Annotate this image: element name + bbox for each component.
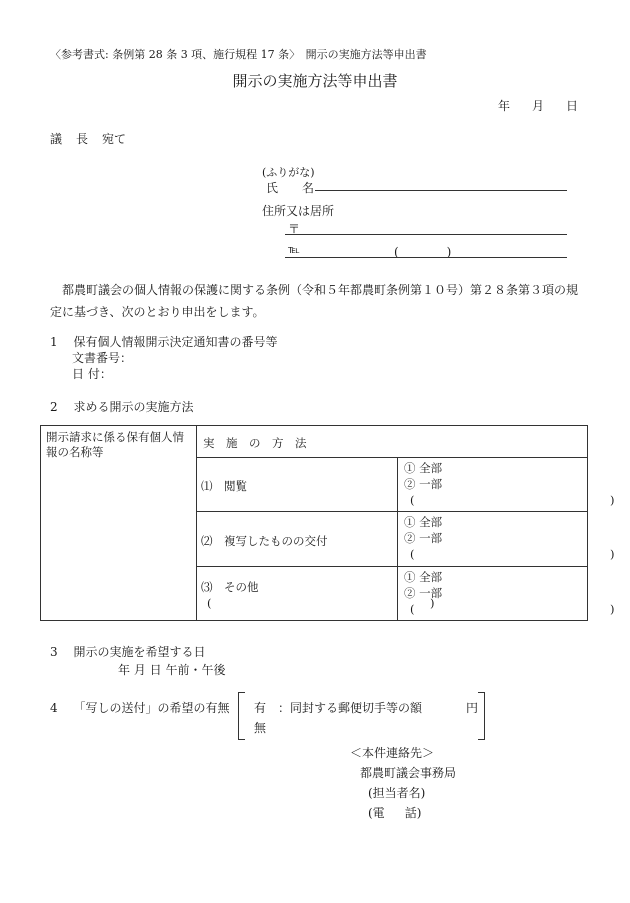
option-all[interactable]: ① 全部 bbox=[404, 515, 443, 529]
date-day: 日 bbox=[565, 99, 578, 113]
date-line bbox=[476, 97, 578, 114]
section4-heading: 4 「写しの送付」の希望の有無 bbox=[50, 701, 230, 715]
option-all[interactable]: ① 全部 bbox=[404, 570, 443, 584]
method-other-paren: ( ) bbox=[207, 596, 435, 610]
furigana-label: (ふりがな) bbox=[262, 166, 315, 179]
method-other: ⑶ その他 bbox=[201, 580, 259, 594]
desired-date: 年 月 日 午前・午後 bbox=[118, 663, 226, 677]
section1-heading: 1 保有個人情報開示決定通知書の番号等 bbox=[50, 335, 278, 349]
phone-field[interactable] bbox=[285, 257, 567, 258]
table-header-info-name: 開示請求に係る保有個人情報の名称等 bbox=[46, 430, 184, 459]
name-field[interactable] bbox=[315, 190, 567, 191]
contact-person: (担当者名) bbox=[368, 786, 426, 800]
name-label: 氏 名 bbox=[266, 181, 315, 195]
method-inspection: ⑴ 閲覧 bbox=[201, 479, 247, 493]
phone-paren: ( ) bbox=[394, 245, 452, 259]
contact-office: 都農町議会事務局 bbox=[360, 766, 457, 780]
section3-heading: 3 開示の実施を希望する日 bbox=[50, 645, 206, 659]
option-partial[interactable]: ② 一部 bbox=[404, 477, 443, 491]
doc-date-label: 日 付： bbox=[72, 367, 112, 381]
option-all[interactable]: ① 全部 bbox=[404, 461, 443, 475]
date-year: 年 bbox=[497, 99, 510, 113]
option-no[interactable]: 無 bbox=[254, 721, 267, 735]
address-field[interactable] bbox=[285, 234, 567, 235]
section2-heading: 2 求める開示の実施方法 bbox=[50, 400, 194, 414]
option-paren: ( ) bbox=[410, 602, 615, 616]
doc-number-label: 文書番号： bbox=[72, 351, 133, 365]
yen-unit: 円 bbox=[466, 701, 479, 715]
reference-note: 〈参考書式: 条例第 28 条 3 項、施行規程 17 条〉 開示の実施方法等申出書 bbox=[50, 48, 427, 61]
date-month: 月 bbox=[531, 99, 544, 113]
bracket-right bbox=[478, 692, 485, 740]
addressee: 議 長 宛て bbox=[50, 132, 127, 146]
contact-phone: (電 話) bbox=[368, 806, 422, 820]
method-copy-delivery: ⑵ 複写したものの交付 bbox=[201, 534, 328, 548]
option-paren: ( ) bbox=[410, 547, 615, 561]
method-table bbox=[40, 425, 615, 621]
option-paren: ( ) bbox=[410, 493, 615, 507]
page-title: 開示の実施方法等申出書 bbox=[232, 72, 398, 90]
option-yes[interactable]: 有 ：同封する郵便切手等の額 bbox=[254, 701, 423, 715]
phone-icon: ℡ bbox=[288, 243, 300, 256]
bracket-left bbox=[238, 692, 245, 740]
table-header-method: 実 施 の 方 法 bbox=[203, 436, 307, 450]
postal-icon: 〒 bbox=[288, 222, 301, 236]
address-label: 住所又は居所 bbox=[262, 204, 335, 218]
option-partial[interactable]: ② 一部 bbox=[404, 531, 443, 545]
option-partial[interactable]: ② 一部 bbox=[404, 586, 443, 600]
body-paragraph: 都農町議会の個人情報の保護に関する条例（令和５年都農町条例第１０号）第２８条第３項の規定に基づき、次のとおり申出をします。 bbox=[50, 283, 579, 319]
contact-heading: ＜本件連絡先＞ bbox=[350, 746, 435, 760]
